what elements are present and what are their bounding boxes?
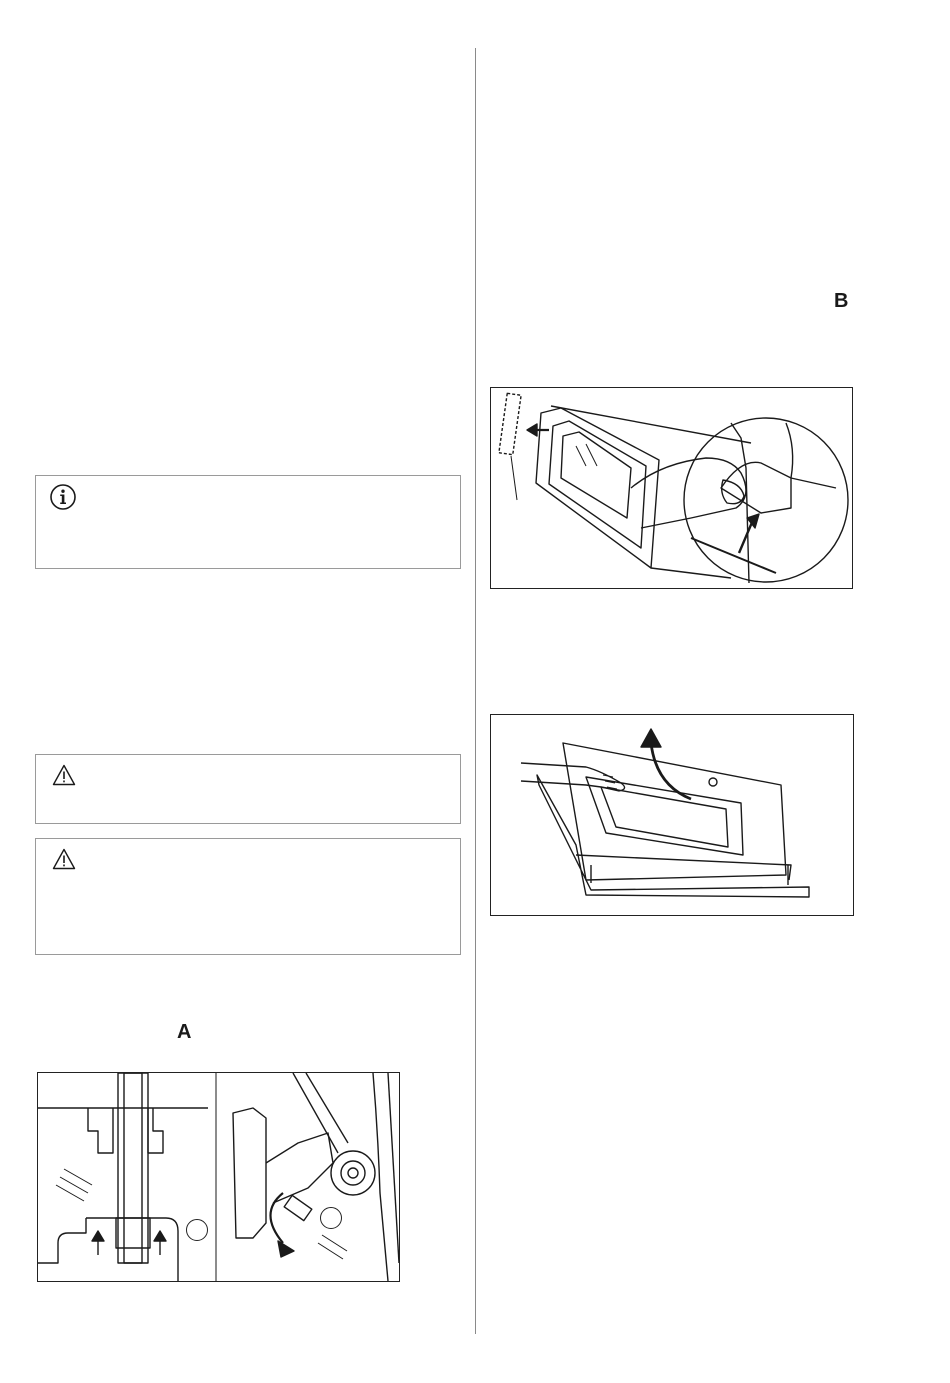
column-divider — [475, 48, 476, 1334]
warning-icon — [52, 764, 76, 791]
info-note-box — [35, 475, 461, 569]
figure-b-label: B — [834, 290, 849, 312]
hinge-marker-right — [320, 1207, 342, 1229]
hinge-marker-left — [186, 1219, 208, 1241]
warning-icon — [52, 848, 76, 875]
info-icon — [49, 483, 77, 516]
figure-c-glass-panel-illustration — [490, 714, 854, 916]
figure-a-label: A — [177, 1021, 192, 1043]
figure-b-door-glass-illustration — [490, 387, 853, 589]
warning-note-box-2 — [35, 838, 461, 955]
figure-a-hinge-illustration — [37, 1072, 400, 1282]
warning-note-box-1 — [35, 754, 461, 824]
